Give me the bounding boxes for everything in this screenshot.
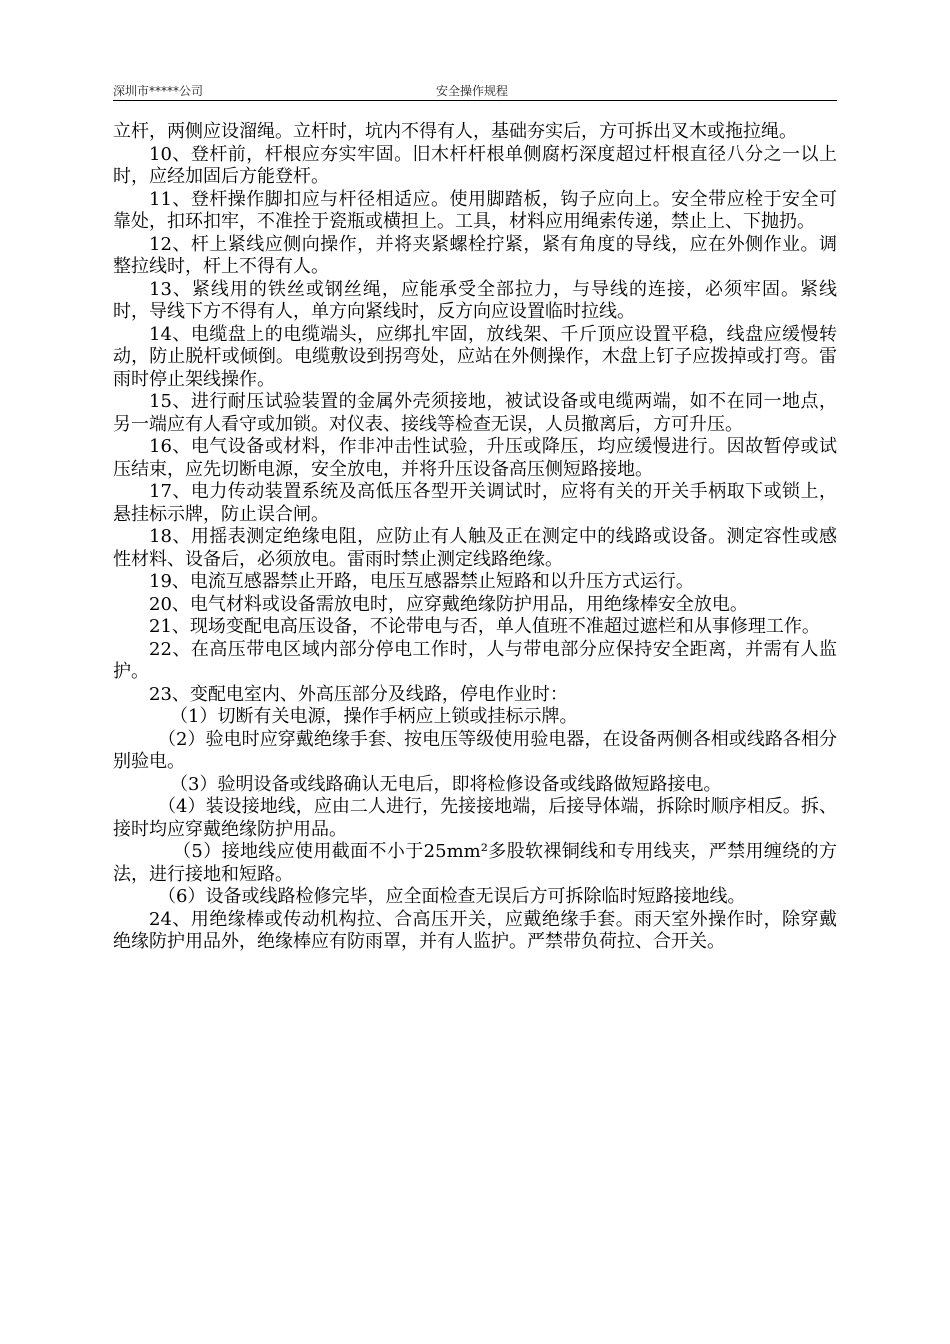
sub-item: （3）验明设备或线路确认无电后，即将检修设备或线路做短路接电。 (170, 773, 722, 795)
paragraph: 12、杆上紧线应侧向操作，并将夹紧螺栓拧紧，紧有角度的导线，应在外侧作业。调整拉线时，杆上不得有人。 (113, 233, 837, 277)
paragraph: 14、电缆盘上的电缆端头，应绑扎牢固，放线架、千斤顶应设置平稳，线盘应缓慢转动，防止脱杆或倾倒。电缆敷设到拐弯处，应站在外侧操作，木盘上钉子应拨掉或打弯。雷雨时停止架线操作。 (113, 323, 837, 390)
document-body (113, 121, 837, 954)
sub-item: （2）验电时应穿戴绝缘手套、按电压等级使用验电器，在设备两侧各相或线路各相分别验电。 (113, 728, 837, 772)
paragraph: 16、电气设备或材料，作非冲击性试验，升压或降压，均应缓慢进行。因故暂停或试压结束，应先切断电源，安全放电，并将升压设备高压侧短路接地。 (113, 436, 837, 480)
paragraph: 21、现场变配电高压设备，不论带电与否，单人值班不准超过遮栏和从事修理工作。 (149, 616, 820, 637)
paragraph: 20、电气材料或设备需放电时，应穿戴绝缘防护用品，用绝缘棒安全放电。 (149, 593, 748, 615)
header-title: 安全操作规程 (436, 84, 509, 98)
sub-item: （4）装设接地线，应由二人进行，先接接地端，后接导体端，拆除时顺序相反。拆、接时均应穿戴绝缘防护用品。 (113, 796, 837, 840)
paragraph: 13、紧线用的铁丝或钢丝绳，应能承受全部拉力，与导线的连接，必须牢固。紧线时，导线下方不得有人，单方向紧线时，反方向应设置临时拉线。 (113, 278, 837, 322)
sub-item: （1）切断有关电源，操作手柄应上锁或挂标示牌。 (170, 706, 578, 727)
paragraph: 17、电力传动装置系统及高低压各型开关调试时，应将有关的开关手柄取下或锁上，悬挂标示牌，防止误合闸。 (113, 481, 837, 525)
header-divider (113, 100, 837, 101)
paragraph: 19、电流互感器禁止开路，电压互感器禁止短路和以升压方式运行。 (149, 571, 694, 592)
header-company: 深圳市*****公司 (113, 84, 204, 98)
paragraph: 22、在高压带电区域内部分停电工作时，人与带电部分应保持安全距离，并需有人监护。 (113, 638, 837, 682)
paragraph: 18、用摇表测定绝缘电阻，应防止有人触及正在测定中的线路或设备。测定容性或感性材料、设备后，必须放电。雷雨时禁止测定线路绝缘。 (113, 526, 837, 570)
paragraph: 立杆，两侧应设溜绳。立杆时，坑内不得有人，基础夯实后，方可拆出叉木或拖拉绳。 (113, 121, 797, 142)
page-header (113, 82, 837, 100)
paragraph: 10、登杆前，杆根应夯实牢固。旧木杆杆根单侧腐朽深度超过杆根直径八分之一以上时，应经加固后方能登杆。 (113, 143, 837, 187)
paragraph: 23、变配电室内、外高压部分及线路，停电作业时： (149, 683, 568, 705)
sub-item: （5）接地线应使用截面不小于25mm²多股软裸铜线和专用线夹，严禁用缠绕的方法，进行接地和短路。 (113, 841, 837, 885)
paragraph: 15、进行耐压试验装置的金属外壳须接地，被试设备或电缆两端，如不在同一地点，另一端应有人看守或加锁。对仪表、接线等检查无误，人员撤离后，方可升压。 (113, 391, 837, 435)
paragraph: 24、用绝缘棒或传动机构拉、合高压开关，应戴绝缘手套。雨天室外操作时，除穿戴绝缘防护用品外，绝缘棒应有防雨罩，并有人监护。严禁带负荷拉、合开关。 (113, 908, 837, 952)
sub-item: （6）设备或线路检修完毕，应全面检查无误后方可拆除临时短路接地线。 (158, 886, 746, 907)
paragraph: 11、登杆操作脚扣应与杆径相适应。使用脚踏板，钩子应向上。安全带应栓于安全可靠处，扣环扣牢，不准拴于瓷瓶或横担上。工具，材料应用绳索传递，禁止上、下抛扔。 (113, 188, 837, 232)
